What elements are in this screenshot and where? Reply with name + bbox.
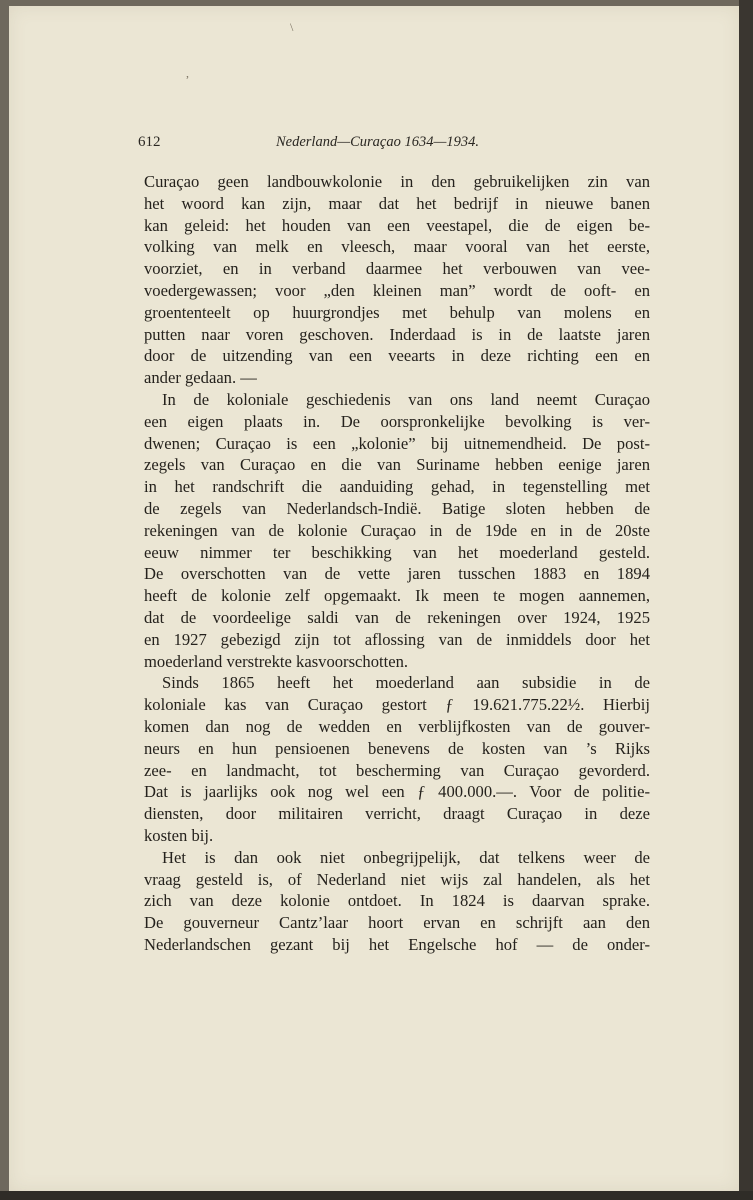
text-line: rekeningen van de kolonie Curaçao in de 19de en in de 20ste: [144, 520, 650, 540]
text-line: Sinds 1865 heeft het moederland aan subsidie in de: [162, 673, 650, 693]
text-line: zegels van Curaçao en die van Suriname hebben eenige jaren: [144, 455, 650, 475]
text-line: koloniale kas van Curaçao gestort ƒ 19.621.775.22½. Hierbij: [144, 695, 650, 715]
body-text: [144, 171, 650, 956]
text-line: komen dan nog de wedden en verblijfkosten van de gouver-: [144, 716, 650, 736]
scan-edge-bottom: [0, 1191, 753, 1200]
text-line: voedergewassen; voor „den kleinen man” wordt de ooft- en: [144, 280, 650, 300]
text-line: vraag gesteld is, of Nederland niet wijs zal handelen, als het: [144, 869, 650, 889]
text-line: heeft de kolonie zelf opgemaakt. Ik meen te mogen aannemen,: [144, 586, 650, 606]
text-line: ander gedaan. —: [144, 368, 257, 388]
text-line: kosten bij.: [144, 825, 214, 845]
page-number: 612: [138, 134, 161, 150]
text-line: diensten, door militairen verricht, draagt Curaçao in deze: [144, 804, 650, 824]
text-line: eeuw nimmer ter beschikking van het moederland gesteld.: [144, 542, 650, 562]
text-line: Dat is jaarlijks ook nog wel een ƒ 400.000.—. Voor de politie-: [144, 782, 650, 802]
text-line: De gouverneur Cantz’laar hoort ervan en schrijft aan den: [144, 913, 650, 933]
text-line: volking van melk en vleesch, maar vooral van het eerste,: [144, 237, 650, 257]
text-line: Curaçao geen landbouwkolonie in den gebruikelijken zin van: [144, 172, 650, 191]
scan-speck: ,: [186, 66, 189, 80]
text-line: een eigen plaats in. De oorspronkelijke bevolking is ver-: [144, 411, 650, 431]
text-line: in het randschrift die aanduiding gehad, in tegenstelling met: [144, 477, 650, 497]
scan-edge-right: [739, 0, 753, 1200]
text-line: de zegels van Nederlandsch-Indië. Batige sloten hebben de: [144, 498, 650, 518]
text-line: In de koloniale geschiedenis van ons land neemt Curaçao: [162, 389, 650, 409]
text-line: en 1927 gebezigd zijn tot aflossing van de inmiddels door het: [144, 629, 650, 649]
text-line: neurs en hun pensioenen benevens de kosten van ’s Rijks: [144, 738, 650, 758]
text-line: De overschotten van de vette jaren tusschen 1883 en 1894: [144, 564, 650, 584]
text-line: Nederlandschen gezant bij het Engelsche hof — de onder-: [144, 934, 650, 954]
text-line: putten naar voren geschoven. Inderdaad is in de laatste jaren: [144, 324, 650, 344]
text-line: voorziet, en in verband daarmee het verbouwen van vee-: [144, 259, 650, 279]
page-header: [138, 134, 648, 156]
text-line: groententeelt op huurgrondjes met behulp van molens en: [144, 302, 650, 322]
text-line: Het is dan ook niet onbegrijpelijk, dat telkens weer de: [162, 847, 650, 867]
text-line: kan geleid: het houden van een veestapel, die de eigen be-: [144, 215, 650, 235]
text-line: dwenen; Curaçao is een „kolonie” bij uitnemendheid. De post-: [144, 433, 650, 453]
text-line: dat de voordeelige saldi van de rekeningen over 1924, 1925: [144, 607, 650, 627]
text-line: moederland verstrekte kasvoorschotten.: [144, 651, 409, 671]
text-line: zee- en landmacht, tot bescherming van Curaçao gevorderd.: [144, 760, 650, 780]
text-line: door de uitzending van een veearts in deze richting een en: [144, 346, 650, 366]
running-title: Nederland—Curaçao 1634—1934.: [276, 134, 479, 150]
scan-speck: \: [290, 20, 294, 34]
text-line: het woord kan zijn, maar dat het bedrijf in nieuwe banen: [144, 193, 650, 213]
text-line: zich van deze kolonie ontdoet. In 1824 is daarvan sprake.: [144, 891, 650, 911]
